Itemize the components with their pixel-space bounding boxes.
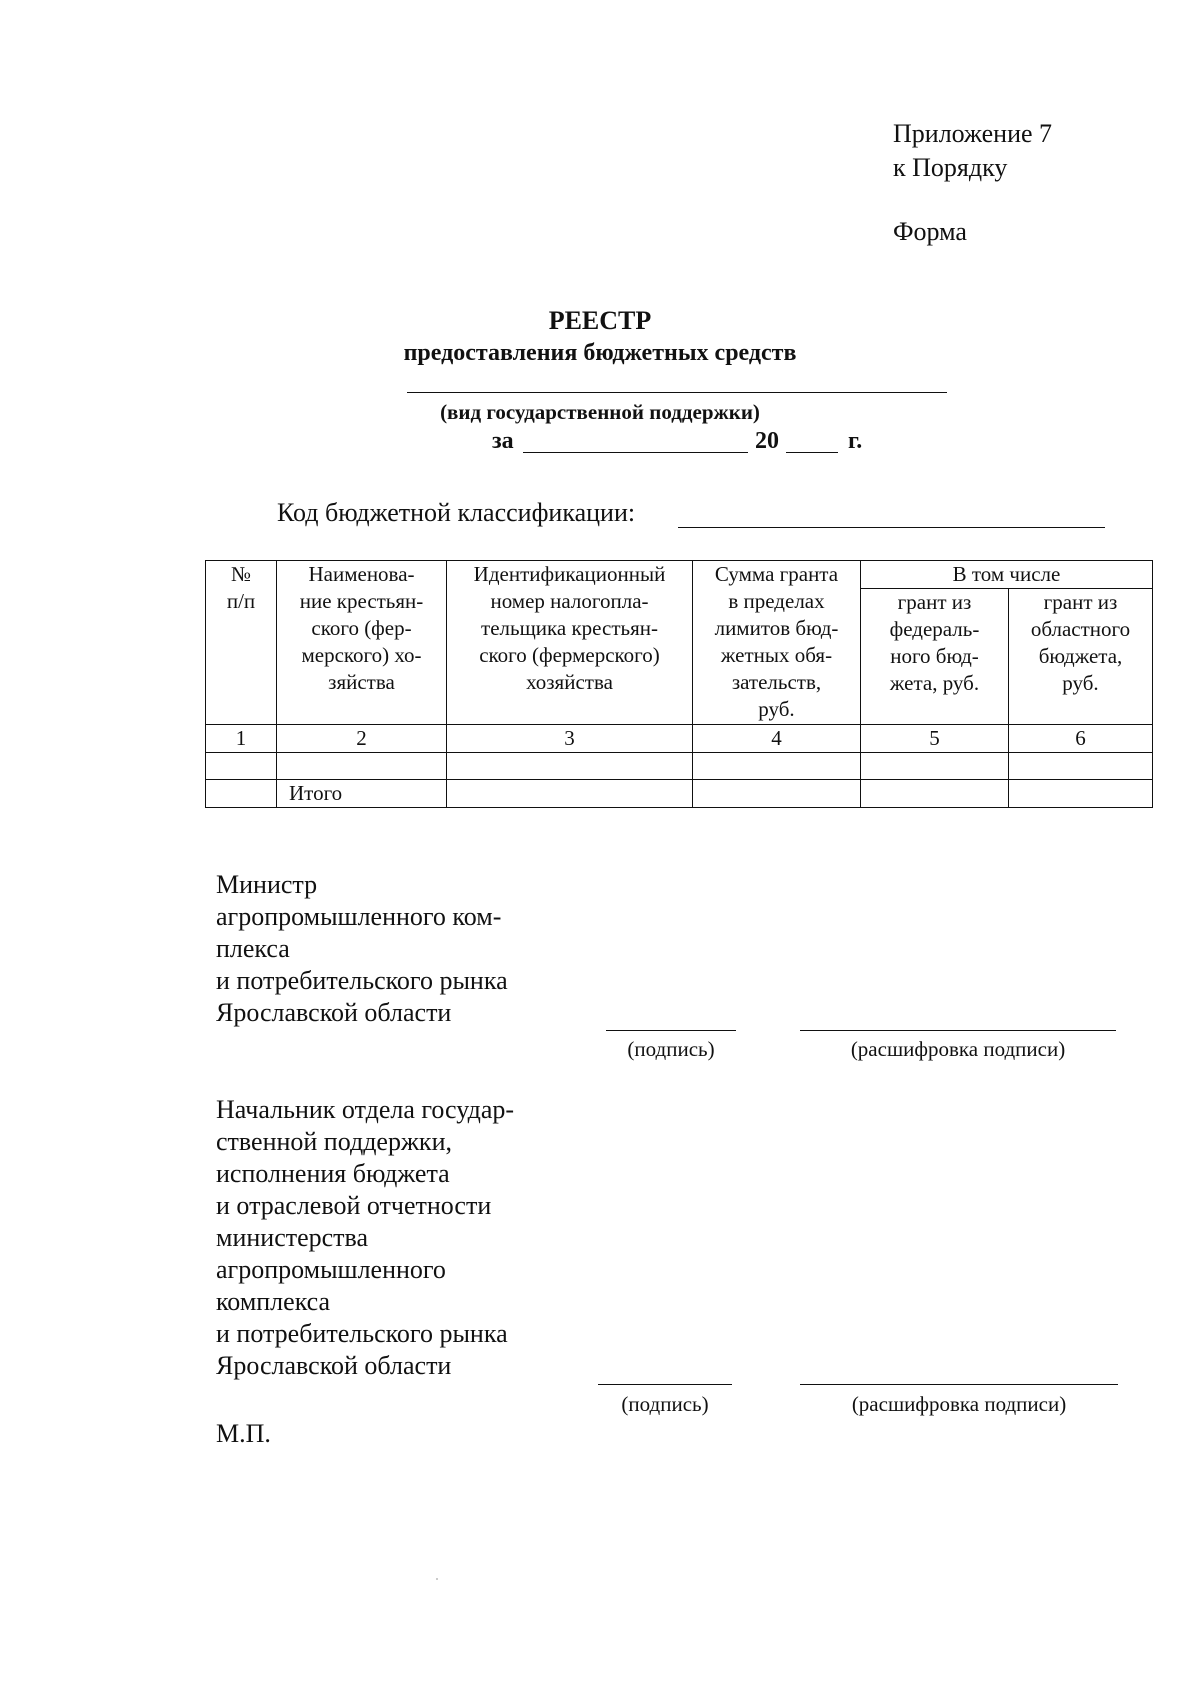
- period-line: [523, 452, 748, 453]
- header-regional-grant: грант из областного бюджета, руб.: [1009, 589, 1153, 725]
- order-reference: к Порядку: [893, 153, 1008, 182]
- signature-decode-caption: (расшифровка подписи): [851, 1392, 1067, 1416]
- total-row: [206, 780, 1153, 808]
- department-head-position: Начальник отдела государ- ственной поддержки, исполнения бюджета и отраслевой отчетности министерства агропромышленного комплекса и потребительского рынка Ярославской области: [216, 1095, 515, 1380]
- year-suffix: г.: [848, 428, 863, 454]
- signature-line: [598, 1384, 732, 1385]
- signature-decode-line: [800, 1384, 1118, 1385]
- signature-line: [606, 1030, 736, 1031]
- budget-code-line: [678, 527, 1105, 528]
- column-number: 3: [447, 725, 693, 753]
- budget-code-label: Код бюджетной классификации:: [277, 498, 636, 527]
- header-grant-sum: Сумма гранта в пределах лимитов бюд- жетных обя- зательств, руб.: [693, 561, 861, 725]
- column-number: 1: [206, 725, 277, 753]
- table-row: [206, 753, 1153, 780]
- signature-decode-caption: (расшифровка подписи): [850, 1037, 1066, 1061]
- year-prefix: 20: [755, 428, 779, 454]
- register-table: [205, 560, 1153, 808]
- header-taxpayer-id: Идентификационный номер налогопла- тельщика крестьян- ского (фермерского) хозяйства: [447, 561, 693, 725]
- total-label: Итого: [277, 780, 447, 808]
- support-type-caption: (вид государственной поддержки): [440, 400, 760, 424]
- period-prefix: за: [492, 428, 514, 454]
- appendix-label: Приложение 7: [893, 119, 1053, 148]
- signature-caption: (подпись): [627, 1037, 715, 1061]
- column-number: 5: [861, 725, 1009, 753]
- table-cell: [447, 753, 693, 780]
- header-federal-grant: грант из федераль- ного бюд- жета, руб.: [861, 589, 1009, 725]
- column-number: 2: [277, 725, 447, 753]
- table-cell: [1009, 780, 1153, 808]
- form-label: Форма: [893, 217, 967, 246]
- column-number: 6: [1009, 725, 1153, 753]
- table-cell: [206, 780, 277, 808]
- header-including-group: В том числе: [861, 561, 1153, 589]
- scan-speck: [436, 1578, 438, 1580]
- document-subtitle: предоставления бюджетных средств: [403, 340, 797, 366]
- table-cell: [1009, 753, 1153, 780]
- support-type-line: [407, 392, 947, 393]
- signature-decode-line: [800, 1030, 1116, 1031]
- table-cell: [206, 753, 277, 780]
- table-cell: [693, 780, 861, 808]
- stamp-place-label: М.П.: [216, 1419, 271, 1448]
- table-cell: [861, 753, 1009, 780]
- table-cell: [277, 753, 447, 780]
- year-line: [786, 452, 838, 453]
- document-title: РЕЕСТР: [548, 306, 652, 335]
- table-cell: [693, 753, 861, 780]
- minister-position: Министр агропромышленного ком- плекса и потребительского рынка Ярославской области: [216, 870, 508, 1027]
- table-cell: [861, 780, 1009, 808]
- table-cell: [447, 780, 693, 808]
- column-numbers-row: [206, 725, 1153, 753]
- header-farm-name: Наименова- ние крестьян- ского (фер- мерского) хо- зяйства: [277, 561, 447, 725]
- header-number: № п/п: [206, 561, 277, 725]
- signature-caption: (подпись): [621, 1392, 709, 1416]
- column-number: 4: [693, 725, 861, 753]
